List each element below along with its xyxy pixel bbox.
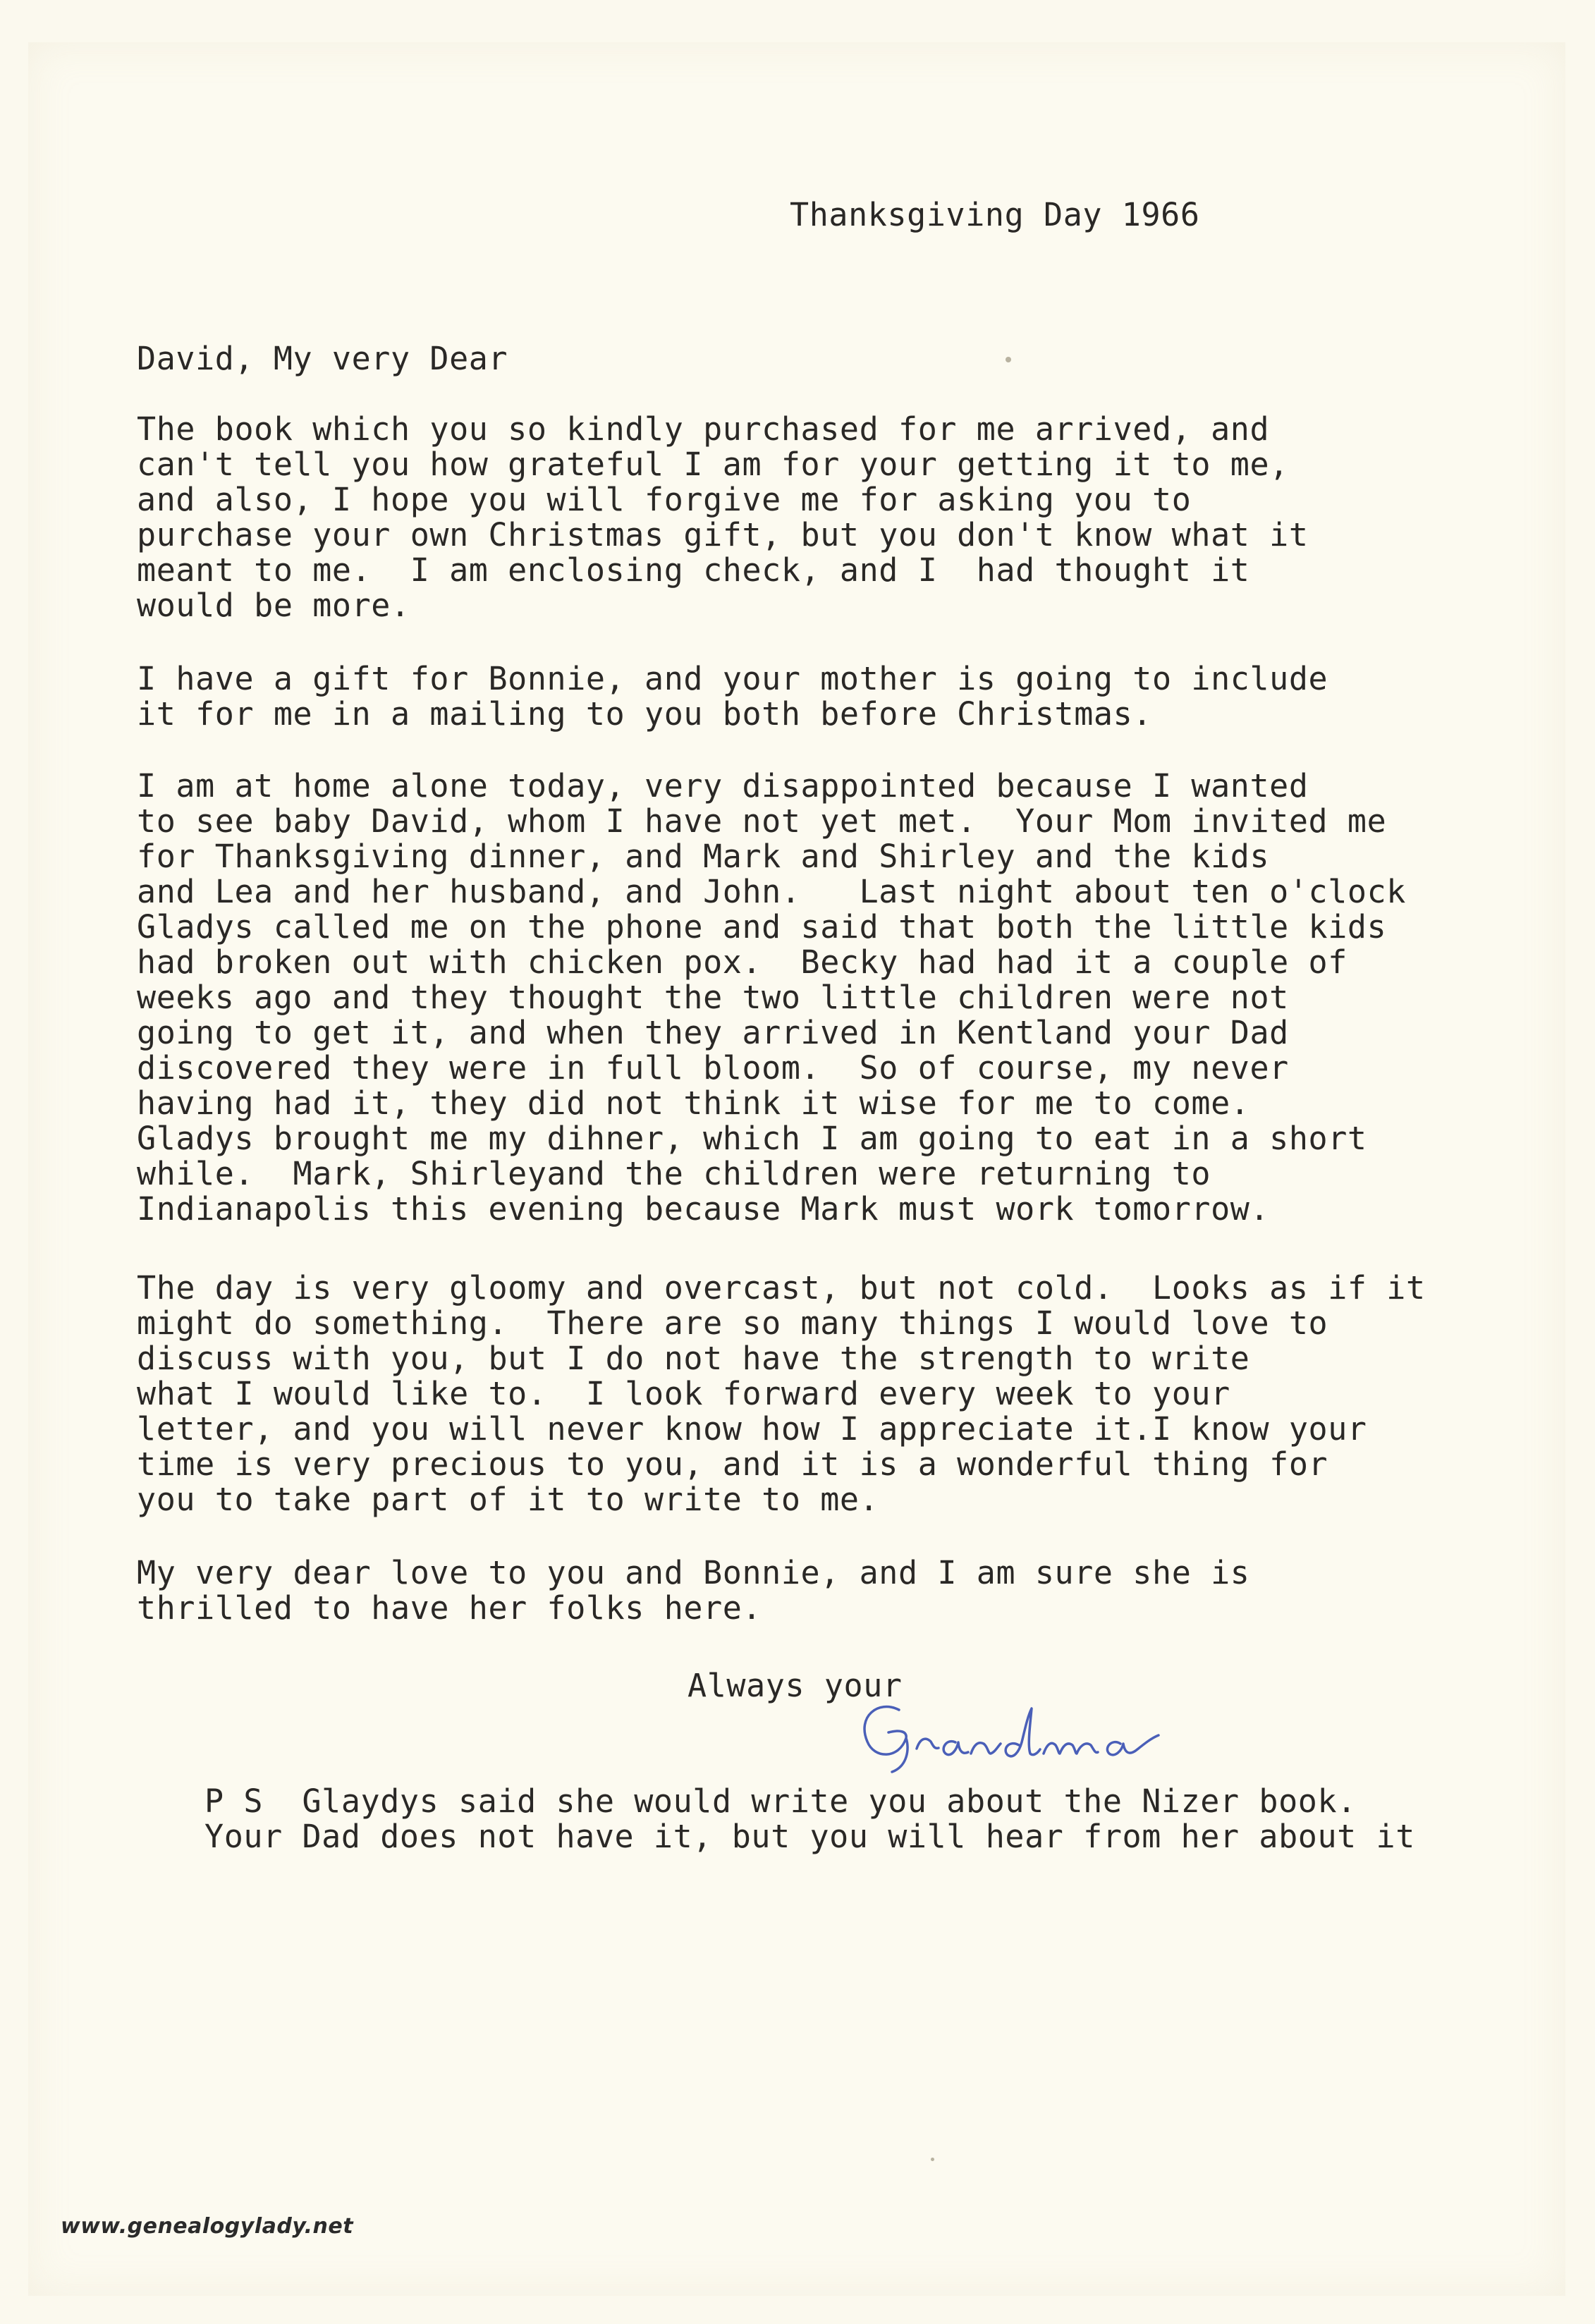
letter-paragraph-5: My very dear love to you and Bonnie, and I am sure she is thrilled to have her folks here. (137, 1554, 1250, 1627)
letter-paragraph-3: I am at home alone today, very disappointed because I wanted to see baby David, whom I have not yet met. Your Mom invited me for Thanksgiving dinner, and Mark and Shirley and the kids and Lea and her husband, and John. Last night about ten o'clock Gladys called me on the phone and said that both the little kids had broken out with chicken pox. Becky had had it a couple of weeks ago and they thought the two little children were not going to get it, and when they arrived in Kentland your Dad discovered they were in full bloom. So of course, my never having had it, they did not think it wise for me to come. Gladys brought me my dihner, which I am going to eat in a short while. Mark, Shirleyand the children were returning to Indianapolis this evening because Mark must work tomorrow. (137, 767, 1406, 1228)
letter-salutation: David, My very Dear (137, 340, 508, 377)
letter-date: Thanksgiving Day 1966 (790, 196, 1200, 233)
letter-paragraph-4: The day is very gloomy and overcast, but not cold. Looks as if it might do something. There are so many things I would love to discuss with you, but I do not have the strength to write what I would like to. I look forward every week to your letter, and you will never know how I appreciate it.I know your time is very precious to you, and it is a wonderful thing for you to take part of it to write to me. (137, 1269, 1426, 1518)
letter-closing: Always your (688, 1667, 903, 1704)
paper-speck (1006, 357, 1011, 362)
paper-speck (931, 2158, 934, 2161)
letter-paragraph-1: The book which you so kindly purchased for me arrived, and can't tell you how grateful I am for your getting it to me, and also, I hope you will forgive me for asking you to purchase your own Christmas gift, but you don't know what it meant to me. I am enclosing check, and I had thought it would be more. (137, 410, 1309, 624)
letter-postscript: P S Glaydys said she would write you about the Nizer book. Your Dad does not have it, but you will hear from her about it (204, 1782, 1415, 1855)
signature-grandma-icon (850, 1689, 1273, 1780)
watermark-url: www.genealogylady.net (61, 2214, 354, 2239)
letter-paragraph-2: I have a gift for Bonnie, and your mother is going to include it for me in a mailing to you both before Christmas. (137, 660, 1328, 733)
handwritten-signature (850, 1689, 1273, 1780)
